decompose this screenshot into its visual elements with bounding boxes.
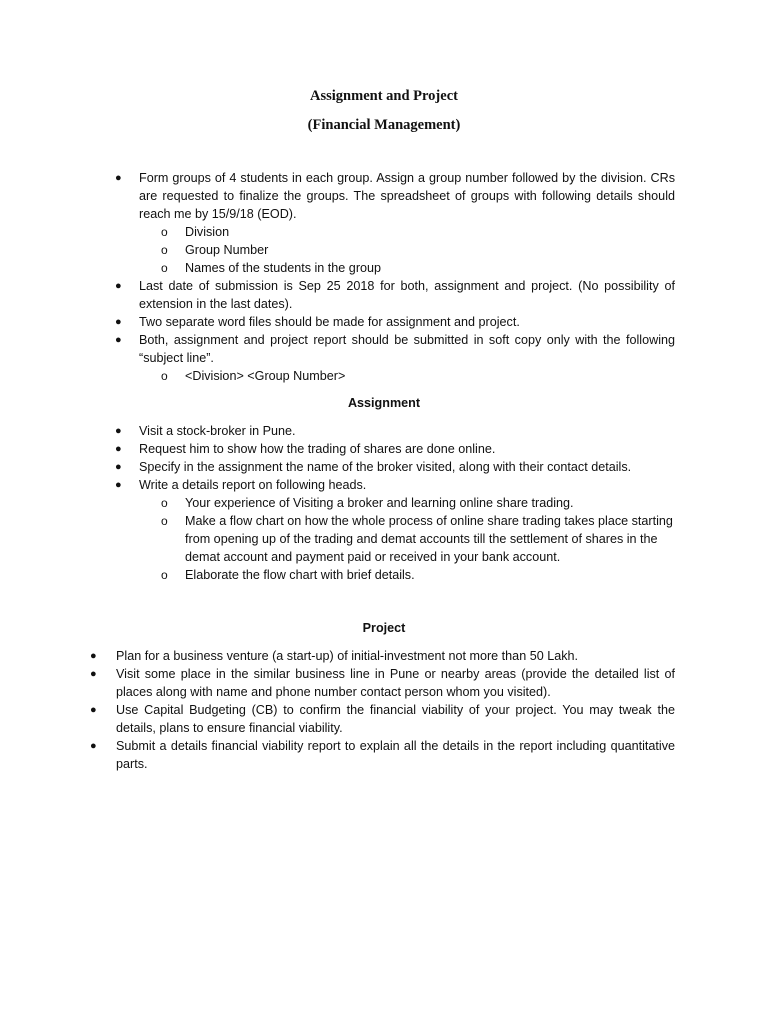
- sub-item-text: Make a flow chart on how the whole process of online share trading takes place starting from opening up of the trading and demat accounts till the settlement of shares in the demat account and payment paid or received in your bank account.: [185, 514, 673, 564]
- list-item: [113, 476, 675, 584]
- document-title: Assignment and Project: [310, 88, 458, 104]
- bullet-icon: ●: [115, 316, 122, 328]
- sub-list-item: [139, 494, 675, 512]
- sub-bullet-icon: o: [161, 243, 168, 257]
- sub-list-item: [139, 223, 675, 241]
- project-text: Submit a details financial viability report to explain all the details in the report including quantitative parts.: [116, 739, 675, 771]
- bullet-icon: ●: [115, 443, 122, 455]
- bullet-icon: ●: [115, 280, 122, 292]
- sub-list: [139, 367, 675, 385]
- sub-bullet-icon: o: [161, 225, 168, 239]
- assignment-text: Request him to show how the trading of shares are done online.: [139, 442, 496, 456]
- project-text: Use Capital Budgeting (CB) to confirm the financial viability of your project. You may tweak the details, plans to ensure financial viability.: [116, 703, 675, 735]
- sub-item-text: Group Number: [185, 243, 269, 257]
- sub-bullet-icon: o: [161, 568, 168, 582]
- sub-bullet-icon: o: [161, 496, 168, 510]
- list-item: [113, 169, 675, 277]
- general-instructions-list: [113, 169, 675, 385]
- list-item: [90, 647, 675, 665]
- project-text: Plan for a business venture (a start-up) of initial-investment not more than 50 Lakh.: [116, 649, 579, 663]
- list-item: [113, 422, 675, 440]
- bullet-icon: ●: [115, 479, 122, 491]
- sub-list-item: [139, 512, 675, 566]
- list-item: [113, 440, 675, 458]
- assignment-text: Specify in the assignment the name of the broker visited, along with their contact details.: [139, 460, 632, 474]
- assignment-text: Visit a stock-broker in Pune.: [139, 424, 296, 438]
- sub-item-text: Elaborate the flow chart with brief details.: [185, 568, 415, 582]
- instruction-text: Two separate word files should be made for assignment and project.: [139, 315, 520, 329]
- list-item: [113, 277, 675, 313]
- project-text: Visit some place in the similar business line in Pune or nearby areas (provide the detailed list of places along with name and phone number contact person whom you visited).: [116, 667, 675, 699]
- project-list: [90, 647, 675, 773]
- bullet-icon: ●: [90, 704, 97, 716]
- instruction-text: Both, assignment and project report should be submitted in soft copy only with the following “subject line”.: [139, 333, 675, 365]
- bullet-icon: ●: [115, 172, 122, 184]
- bullet-icon: ●: [90, 740, 97, 752]
- sub-bullet-icon: o: [161, 261, 168, 275]
- list-item: [113, 458, 675, 476]
- sub-bullet-icon: o: [161, 514, 168, 528]
- list-item: [113, 313, 675, 331]
- bullet-icon: ●: [90, 650, 97, 662]
- instruction-text: Form groups of 4 students in each group. Assign a group number followed by the division. CRs are requested to finalize the groups. The spreadsheet of groups with following details should reach me by 15/9/18 (EOD).: [139, 171, 675, 221]
- instruction-text: Last date of submission is Sep 25 2018 for both, assignment and project. (No possibility of extension in the last dates).: [139, 279, 675, 311]
- sub-list-item: [139, 566, 675, 584]
- document-subtitle: (Financial Management): [307, 117, 461, 133]
- sub-list-item: [139, 367, 675, 385]
- bullet-icon: ●: [115, 334, 122, 346]
- bullet-icon: ●: [115, 461, 122, 473]
- sub-item-text: <Division> <Group Number>: [185, 369, 346, 383]
- bullet-icon: ●: [90, 668, 97, 680]
- sub-list-item: [139, 259, 675, 277]
- list-item: [90, 665, 675, 701]
- assignment-text: Write a details report on following heads.: [139, 478, 367, 492]
- assignment-heading: Assignment: [347, 396, 421, 410]
- list-item: [113, 331, 675, 385]
- bullet-icon: ●: [115, 425, 122, 437]
- project-heading: Project: [362, 621, 406, 635]
- assignment-list: [113, 422, 675, 584]
- sub-item-text: Names of the students in the group: [185, 261, 382, 275]
- sub-list-item: [139, 241, 675, 259]
- sub-bullet-icon: o: [161, 369, 168, 383]
- sub-list: [139, 223, 675, 277]
- sub-list: [139, 494, 675, 584]
- sub-item-text: Division: [185, 225, 230, 239]
- list-item: [90, 701, 675, 737]
- sub-item-text: Your experience of Visiting a broker and learning online share trading.: [185, 496, 574, 510]
- list-item: [90, 737, 675, 773]
